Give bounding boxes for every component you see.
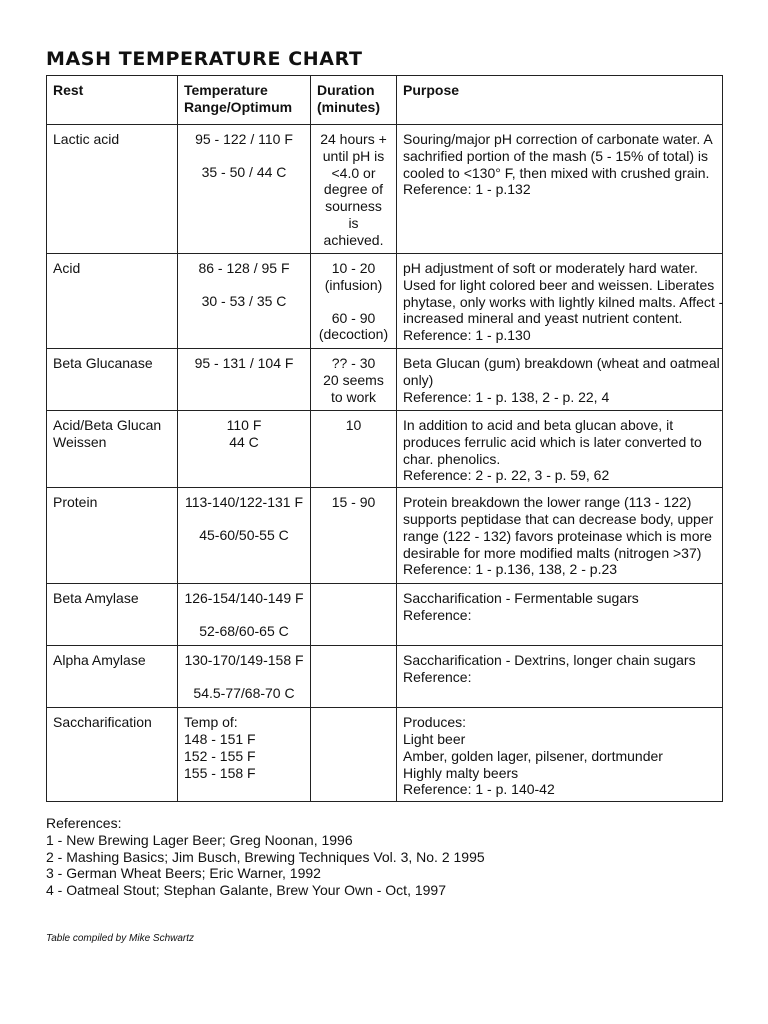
table-row xyxy=(47,125,723,254)
purpose-cell: Souring/major pH correction of carbonate water. A sachrified portion of the mash (5 - 15% of total) is cooled to <130° F, then mixed with crushed grain. Reference: 1 - p.132 xyxy=(397,125,723,254)
mash-temperature-table xyxy=(46,75,723,802)
duration-cell: 10 - 20 (infusion) 60 - 90 (decoction) xyxy=(311,254,397,349)
references-heading: References: xyxy=(46,815,122,831)
temperature-cell: 95 - 131 / 104 F xyxy=(178,349,311,411)
header-duration: Duration (minutes) xyxy=(311,76,397,125)
rest-cell: Saccharification xyxy=(47,708,178,802)
rest-cell: Lactic acid xyxy=(47,125,178,254)
temperature-cell: 86 - 128 / 95 F 30 - 53 / 35 C xyxy=(178,254,311,349)
temperature-cell: Temp of: 148 - 151 F 152 - 155 F 155 - 158 F xyxy=(178,708,311,802)
rest-cell: Beta Glucanase xyxy=(47,349,178,411)
references-section xyxy=(46,815,485,899)
purpose-cell: Saccharification - Dextrins, longer chain sugars Reference: xyxy=(397,646,723,708)
table-row xyxy=(47,646,723,708)
rest-cell: Acid xyxy=(47,254,178,349)
header-rest: Rest xyxy=(47,76,178,125)
page-title: MASH TEMPERATURE CHART xyxy=(46,48,363,70)
temperature-cell: 130-170/149-158 F 54.5-77/68-70 C xyxy=(178,646,311,708)
table-row xyxy=(47,411,723,488)
purpose-cell: In addition to acid and beta glucan above, it produces ferrulic acid which is later converted to char. phenolics. Reference: 2 - p. 22, 3 - p. 59, 62 xyxy=(397,411,723,488)
purpose-cell: Beta Glucan (gum) breakdown (wheat and oatmeal only) Reference: 1 - p. 138, 2 - p. 22, 4 xyxy=(397,349,723,411)
table-row xyxy=(47,254,723,349)
purpose-cell: Saccharification - Fermentable sugars Reference: xyxy=(397,584,723,646)
duration-cell xyxy=(311,584,397,646)
duration-cell: 24 hours + until pH is <4.0 or degree of sourness is achieved. xyxy=(311,125,397,254)
duration-cell: 10 xyxy=(311,411,397,488)
purpose-cell: pH adjustment of soft or moderately hard water. Used for light colored beer and weissen. Liberates phytase, only works with lightly kilned malts. Affect - increased mineral and yeast nutrient content. Reference: 1 - p.130 xyxy=(397,254,723,349)
rest-cell: Beta Amylase xyxy=(47,584,178,646)
compiled-by-credit: Table compiled by Mike Schwartz xyxy=(46,933,195,944)
temperature-cell: 126-154/140-149 F 52-68/60-65 C xyxy=(178,584,311,646)
duration-cell xyxy=(311,708,397,802)
table-row xyxy=(47,584,723,646)
rest-cell: Alpha Amylase xyxy=(47,646,178,708)
purpose-cell: Protein breakdown the lower range (113 - 122) supports peptidase that can decrease body, upper range (122 - 132) favors proteinase which is more desirable for more modified malts (nitrogen >37) Reference: 1 - p.136, 138, 2 - p.23 xyxy=(397,488,723,584)
temperature-cell: 113-140/122-131 F 45-60/50-55 C xyxy=(178,488,311,584)
temperature-cell: 110 F 44 C xyxy=(178,411,311,488)
temperature-cell: 95 - 122 / 110 F 35 - 50 / 44 C xyxy=(178,125,311,254)
rest-cell: Protein xyxy=(47,488,178,584)
header-temperature: Temperature Range/Optimum xyxy=(178,76,311,125)
reference-item: 3 - German Wheat Beers; Eric Warner, 1992 xyxy=(46,865,321,882)
reference-item: 1 - New Brewing Lager Beer; Greg Noonan, 1996 xyxy=(46,831,353,848)
rest-cell: Acid/Beta Glucan Weissen xyxy=(47,411,178,488)
reference-item: 2 - Mashing Basics; Jim Busch, Brewing Techniques Vol. 3, No. 2 1995 xyxy=(46,848,485,865)
header-purpose: Purpose xyxy=(397,76,723,125)
table-row xyxy=(47,708,723,802)
table-row xyxy=(47,349,723,411)
reference-item: 4 - Oatmeal Stout; Stephan Galante, Brew Your Own - Oct, 1997 xyxy=(46,882,446,899)
duration-cell: 15 - 90 xyxy=(311,488,397,584)
duration-cell: ?? - 30 20 seems to work xyxy=(311,349,397,411)
duration-cell xyxy=(311,646,397,708)
table-header-row xyxy=(47,76,723,125)
purpose-cell: Produces: Light beer Amber, golden lager, pilsener, dortmunder Highly malty beers Reference: 1 - p. 140-42 xyxy=(397,708,723,802)
table-row xyxy=(47,488,723,584)
